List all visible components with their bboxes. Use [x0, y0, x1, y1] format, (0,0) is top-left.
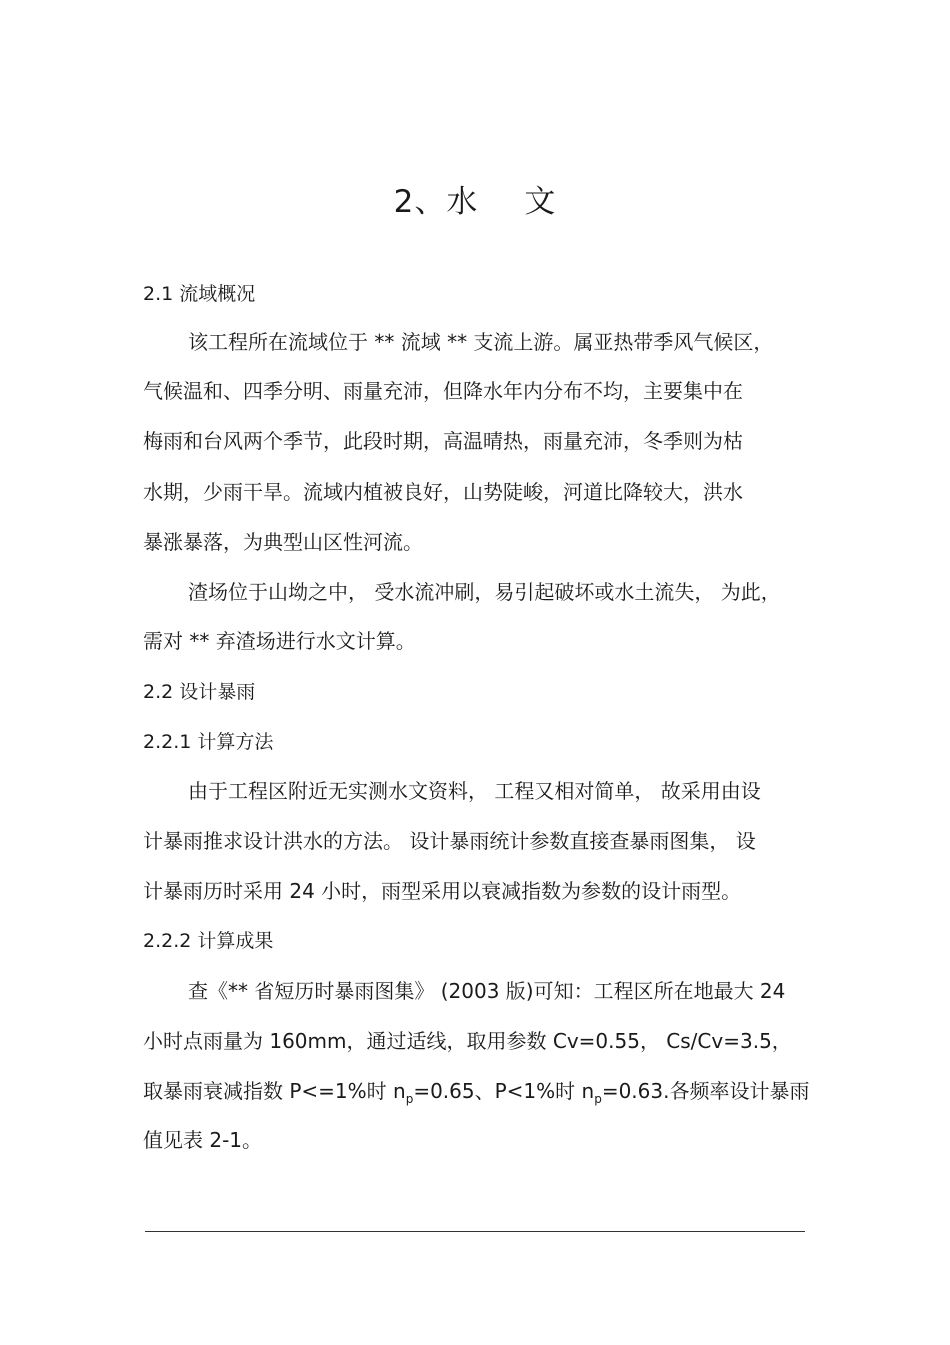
text-segment: =0.63.各频率设计暴雨 [601, 1079, 810, 1103]
section-heading-2-2: 2.2 设计暴雨 [143, 681, 256, 703]
section-heading-2-2-1: 2.2.1 计算方法 [143, 731, 274, 753]
paragraph-line: 该工程所在流域位于 ** 流域 ** 支流上游。属亚热带季风气候区， [188, 330, 774, 354]
paragraph-line: 计暴雨推求设计洪水的方法。 设计暴雨统计参数直接查暴雨图集， 设 [143, 829, 756, 853]
title-left: 2、水 [393, 184, 479, 220]
page-title [0, 176, 950, 221]
paragraph-line: 需对 ** 弃渣场进行水文计算。 [143, 629, 416, 653]
text-segment: =0.65、P<1%时 n [413, 1079, 595, 1103]
subscript: p [594, 1092, 602, 1106]
subscript: p [405, 1092, 414, 1106]
paragraph-line: 小时点雨量为 160mm，通过适线，取用参数 Cv=0.55， Cs/Cv=3.5， [143, 1029, 792, 1053]
title-right: 文 [524, 184, 557, 220]
section-heading-2-2-2: 2.2.2 计算成果 [143, 930, 274, 952]
paragraph-line: 由于工程区附近无实测水文资料， 工程又相对简单， 故采用由设 [188, 779, 761, 803]
paragraph-line: 气候温和、四季分明、雨量充沛，但降水年内分布不均，主要集中在 [143, 379, 743, 403]
text-segment: 取暴雨衰减指数 P<=1%时 n [143, 1079, 406, 1103]
paragraph-line: 查《** 省短历时暴雨图集》 (2003 版)可知：工程区所在地最大 24 [188, 979, 786, 1003]
paragraph-line: 水期，少雨干旱。流域内植被良好，山势陡峻，河道比降较大，洪水 [143, 480, 743, 504]
paragraph-line: 渣场位于山坳之中， 受水流冲刷，易引起破坏或水土流失， 为此， [188, 580, 781, 604]
paragraph-line [143, 1077, 809, 1113]
footer-divider [145, 1231, 805, 1232]
paragraph-line: 值见表 2-1。 [143, 1128, 263, 1152]
paragraph-line: 梅雨和台风两个季节，此段时期，高温晴热，雨量充沛，冬季则为枯 [143, 429, 743, 453]
paragraph-line: 暴涨暴落，为典型山区性河流。 [143, 530, 423, 554]
section-heading-2-1: 2.1 流域概况 [143, 283, 256, 305]
paragraph-line: 计暴雨历时采用 24 小时，雨型采用以衰减指数为参数的设计雨型。 [143, 879, 742, 903]
